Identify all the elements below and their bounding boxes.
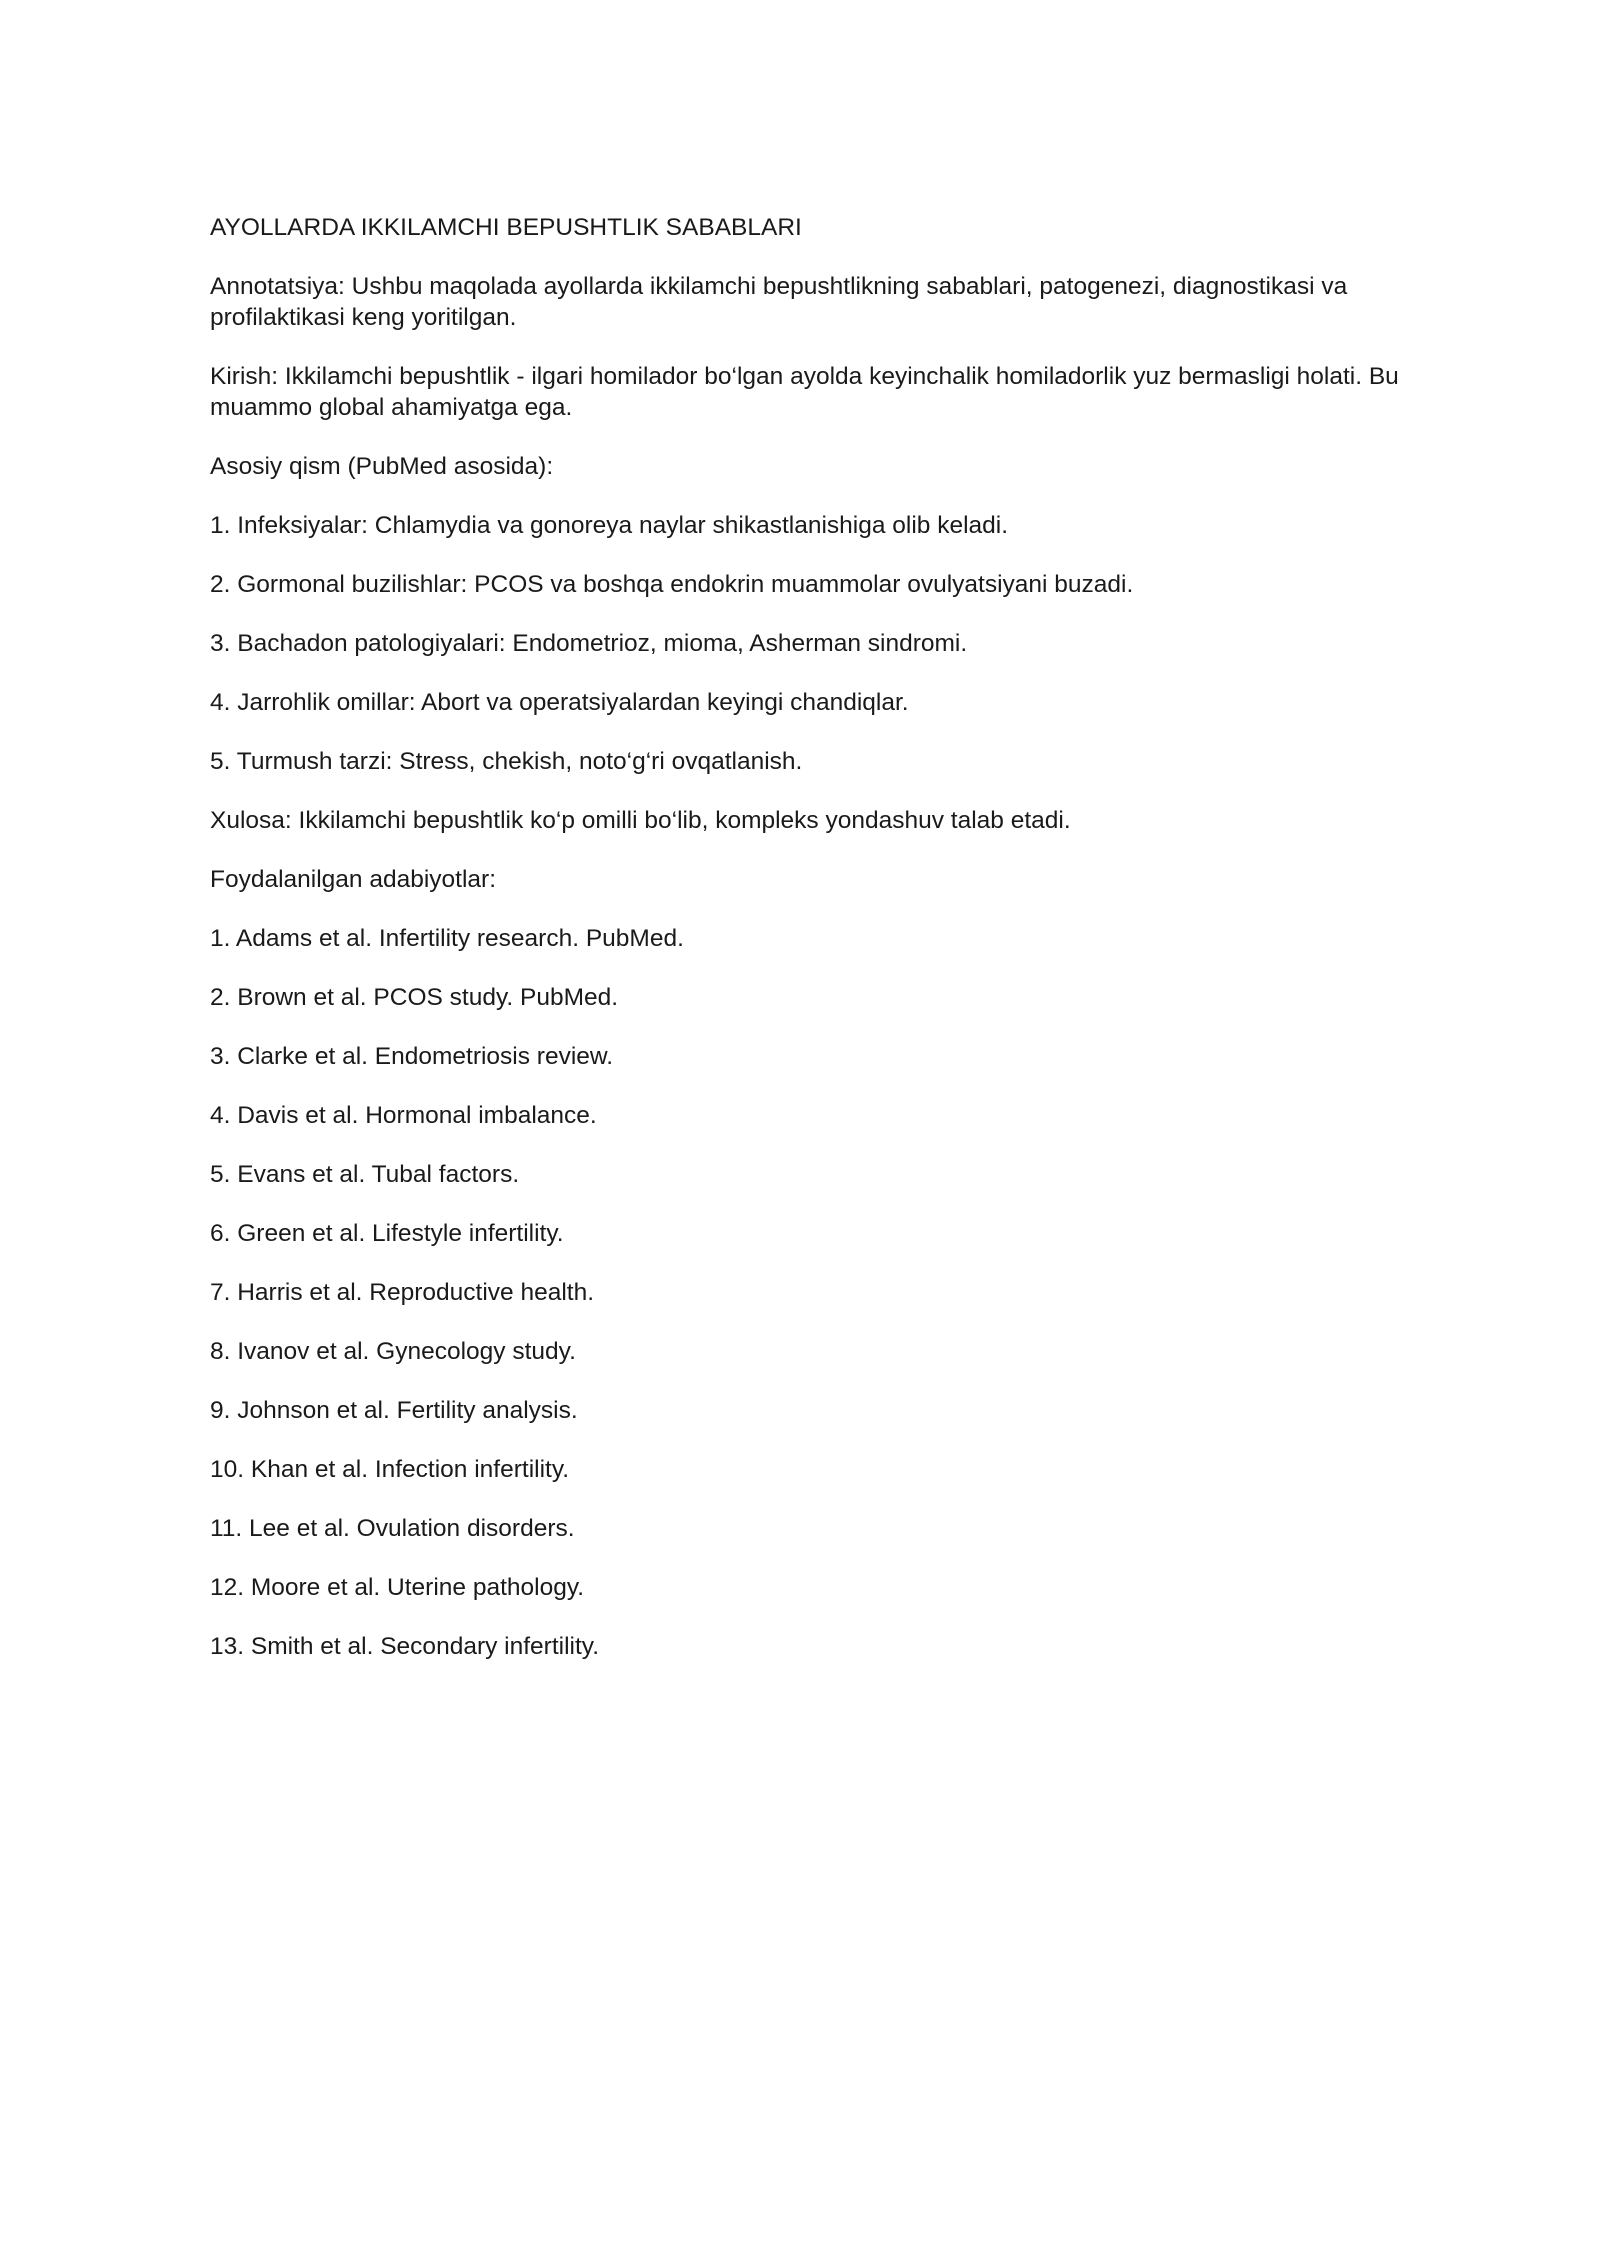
conclusion-paragraph: Xulosa: Ikkilamchi bepushtlik ko‘p omilli bo‘lib, kompleks yondashuv talab etadi. — [210, 807, 1071, 834]
document-title: AYOLLARDA IKKILAMCHI BEPUSHTLIK SABABLARI — [210, 214, 802, 241]
main-section-heading: Asosiy qism (PubMed asosida): — [210, 453, 554, 480]
reference-item: 13. Smith et al. Secondary infertility. — [210, 1633, 599, 1660]
reference-item: 9. Johnson et al. Fertility analysis. — [210, 1397, 578, 1424]
references-list — [210, 923, 1410, 1662]
main-point-item: 3. Bachadon patologiyalari: Endometrioz, mioma, Asherman sindromi. — [210, 630, 968, 657]
main-points-list — [210, 510, 1410, 777]
annotation-paragraph: Annotatsiya: Ushbu maqolada ayollarda ikkilamchi bepushtlikning sabablari, patogenezi, diagnostikasi va profilaktikasi keng yoritilgan. — [210, 273, 1348, 331]
reference-item: 7. Harris et al. Reproductive health. — [210, 1279, 595, 1306]
reference-item: 12. Moore et al. Uterine pathology. — [210, 1574, 585, 1601]
main-point-item: 4. Jarrohlik omillar: Abort va operatsiyalardan keyingi chandiqlar. — [210, 689, 909, 716]
document-page — [210, 212, 1410, 1690]
references-heading: Foydalanilgan adabiyotlar: — [210, 866, 497, 893]
main-point-item: 1. Infeksiyalar: Chlamydia va gonoreya naylar shikastlanishiga olib keladi. — [210, 512, 1009, 539]
reference-item: 10. Khan et al. Infection infertility. — [210, 1456, 570, 1483]
reference-item: 11. Lee et al. Ovulation disorders. — [210, 1515, 575, 1542]
reference-item: 5. Evans et al. Tubal factors. — [210, 1161, 520, 1188]
reference-item: 2. Brown et al. PCOS study. PubMed. — [210, 984, 619, 1011]
reference-item: 3. Clarke et al. Endometriosis review. — [210, 1043, 614, 1070]
main-point-item: 2. Gormonal buzilishlar: PCOS va boshqa endokrin muammolar ovulyatsiyani buzadi. — [210, 571, 1134, 598]
introduction-paragraph: Kirish: Ikkilamchi bepushtlik - ilgari homilador bo‘lgan ayolda keyinchalik homiladorlik yuz bermasligi holati. Bu muammo global ahamiyatga ega. — [210, 363, 1399, 421]
reference-item: 8. Ivanov et al. Gynecology study. — [210, 1338, 576, 1365]
reference-item: 6. Green et al. Lifestyle infertility. — [210, 1220, 564, 1247]
reference-item: 4. Davis et al. Hormonal imbalance. — [210, 1102, 597, 1129]
reference-item: 1. Adams et al. Infertility research. PubMed. — [210, 925, 684, 952]
main-point-item: 5. Turmush tarzi: Stress, chekish, noto‘g‘ri ovqatlanish. — [210, 748, 803, 775]
